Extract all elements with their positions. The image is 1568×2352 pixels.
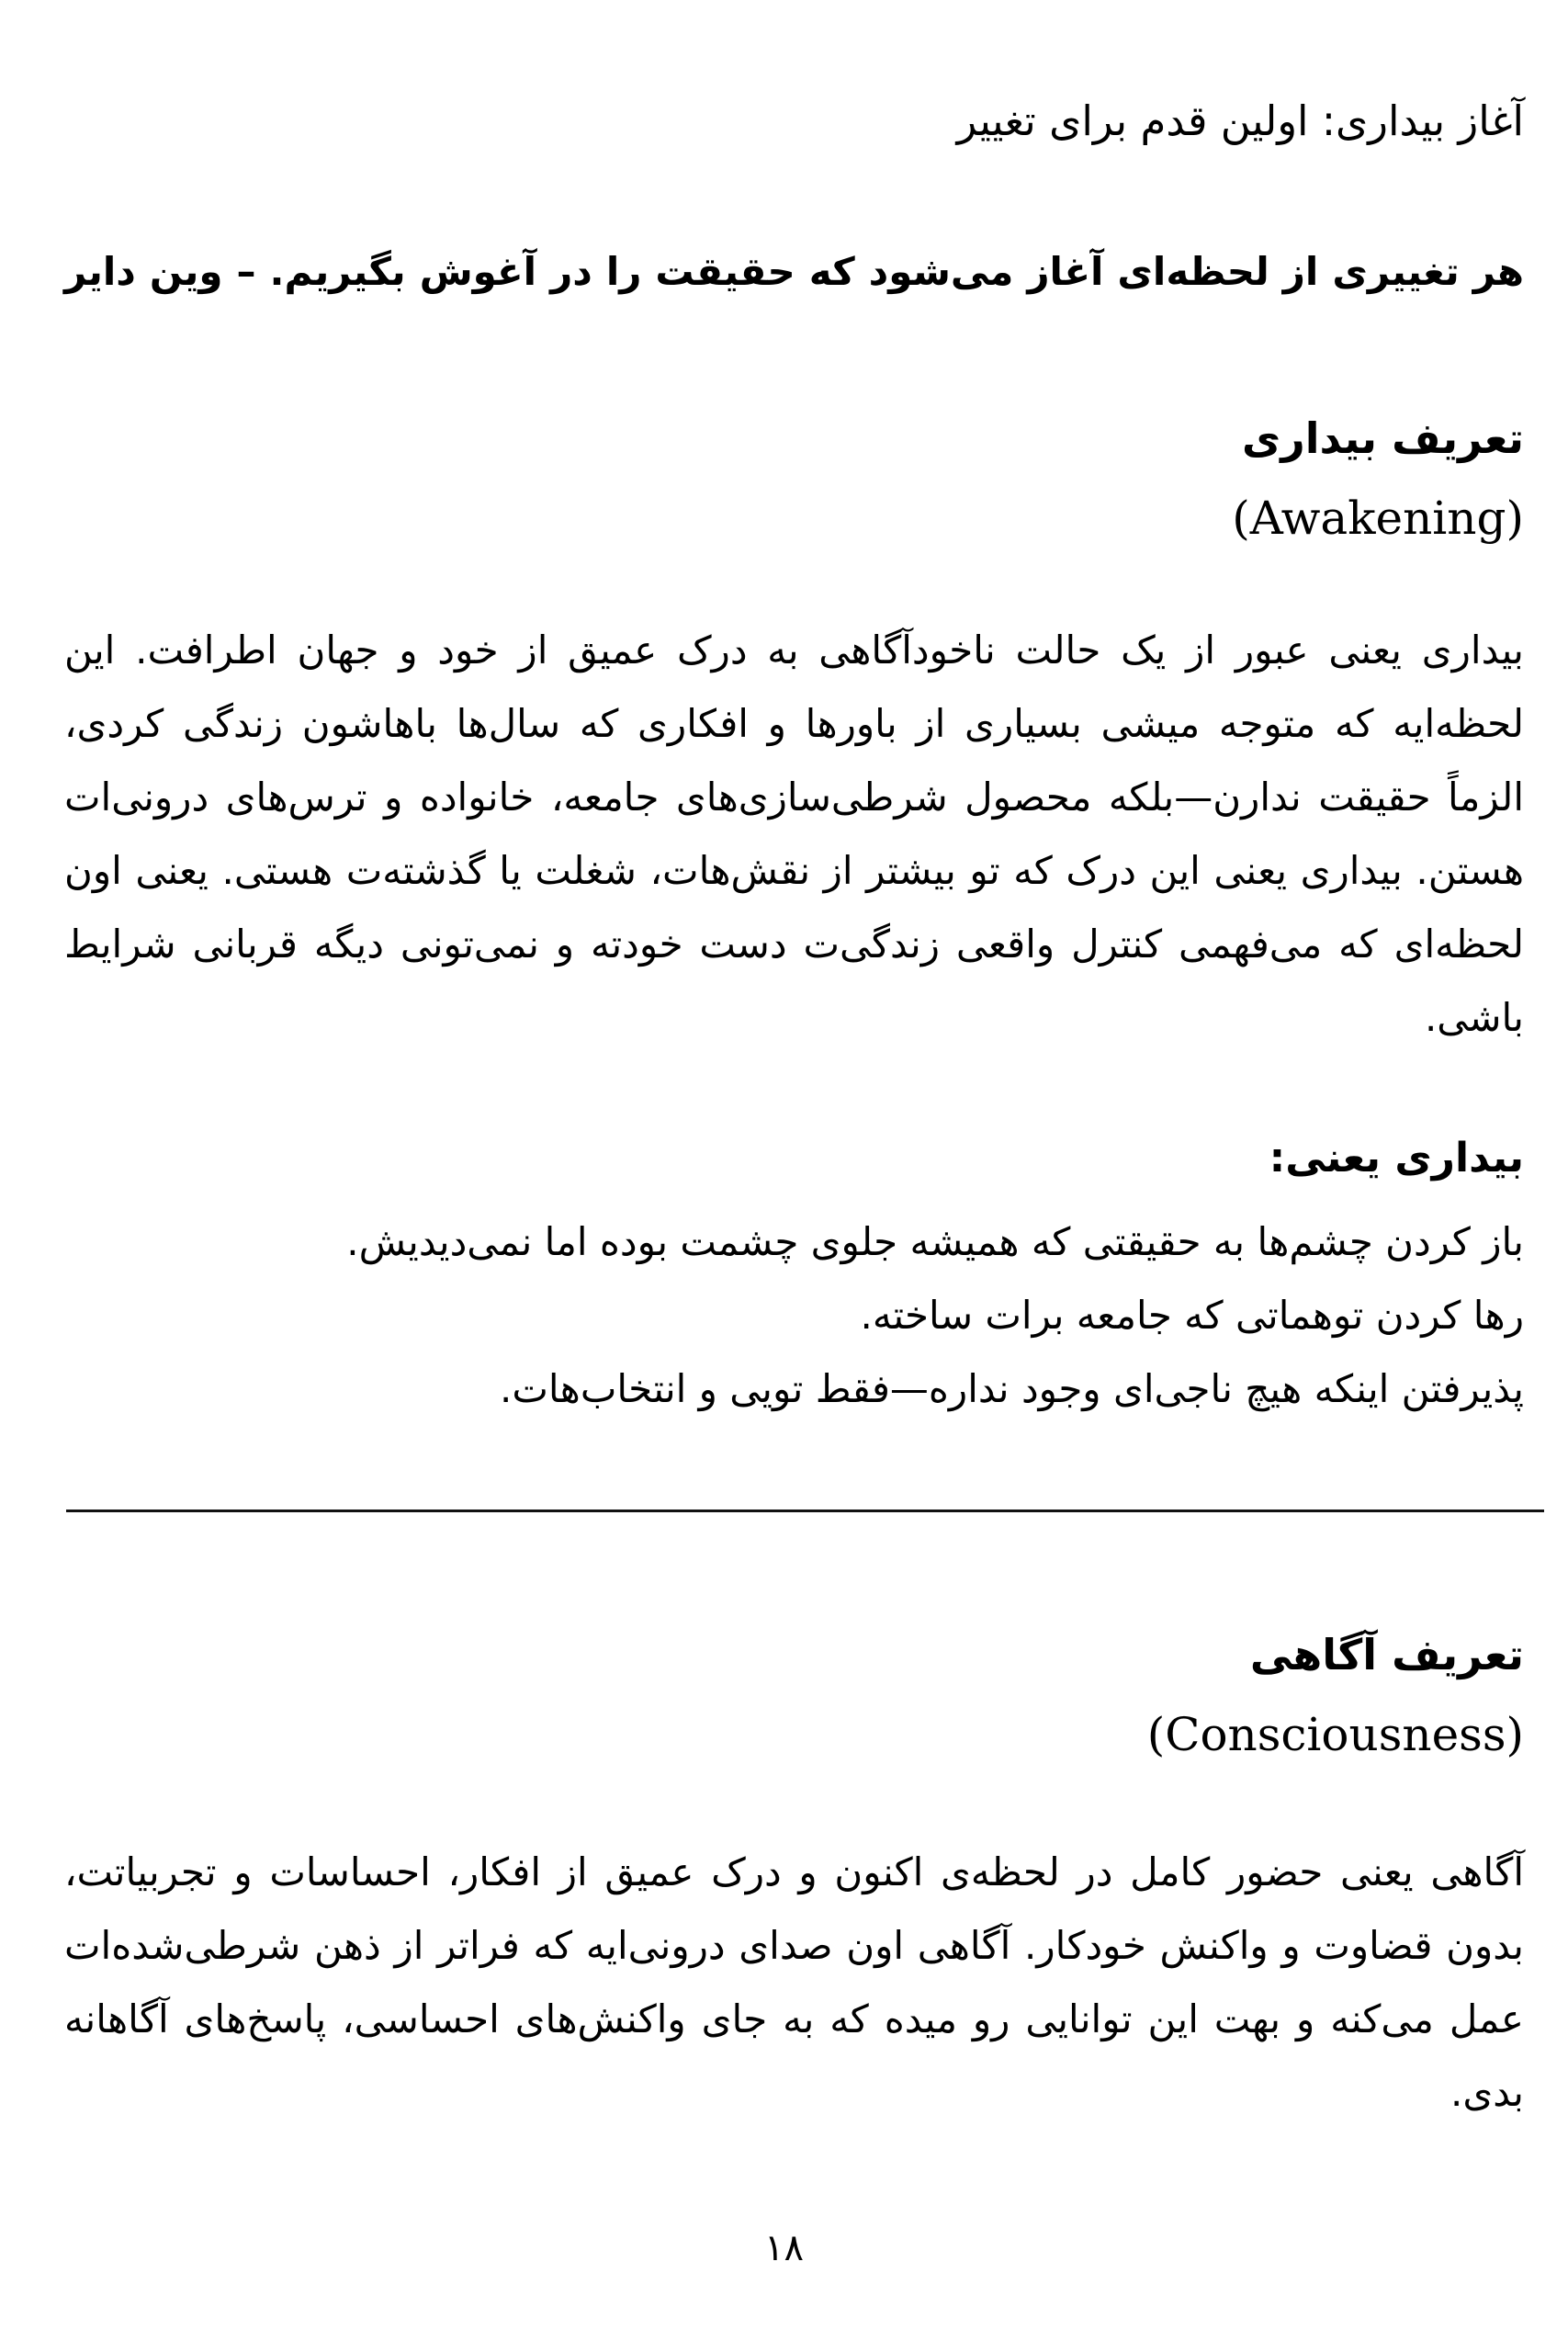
awakening-list-heading: بیداری یعنی: [1269,1135,1524,1182]
awakening-list-item: باز کردن چشم‌ها به حقیقتی که همیشه جلوی چشمت بوده اما نمی‌دیدیش. [346,1219,1524,1264]
chapter-title: آغاز بیداری: اولین قدم برای تغییر [956,96,1524,145]
awakening-list [64,1205,1524,1426]
consciousness-paragraph: آگاهی یعنی حضور کامل در لحظه‌ی اکنون و درک عمیق از افکار، احساسات و تجربیاتت، بدون قضاوت و واکنش خودکار. آگاهی اون صدای درونی‌ایه که فراتر از ذهن شرطی‌شده‌ات عمل می‌کنه و بهت این توانایی رو میده که به جای واکنش‌های احساسی، پاسخ‌های آگاهانه بدی. [64,1849,1524,2115]
page-number: ۱۸ [764,2227,804,2269]
awakening-list-item: رها کردن توهماتی که جامعه برات ساخته. [860,1293,1524,1338]
awakening-list-item: پذیرفتن اینکه هیچ ناجی‌ای وجود نداره—فقط تویی و انتخاب‌هات. [499,1366,1524,1411]
consciousness-heading: تعریف آگاهی [1249,1630,1524,1679]
epigraph-quote-text: هر تغییری از لحظه‌ای آغاز می‌شود که حقیقت را در آغوش بگیریم. – وین دایر [64,249,1524,294]
awakening-heading-english: (Awakening) [1232,492,1524,545]
awakening-paragraph: بیداری یعنی عبور از یک حالت ناخودآگاهی به درک عمیق از خود و جهان اطرافت. این لحظه‌ایه که متوجه میشی بسیاری از باورها و افکاری که سال‌ها باهاشون زندگی کردی، الزماً حقیقت ندارن—بلکه محصول شرطی‌سازی‌های جامعه، خانواده و ترس‌های درونی‌ات هستن. بیداری یعنی این درک که تو بیشتر از نقش‌هات، شغلت یا گذشته‌ت هستی. یعنی اون لحظه‌ای که می‌فهمی کنترل واقعی زندگی‌ت دست خودته و نمی‌تونی دیگه قربانی شرایط باشی. [64,628,1524,1040]
section-divider [66,1510,1544,1512]
consciousness-heading-english: (Consciousness) [1146,1708,1524,1761]
awakening-heading: تعریف بیداری [1242,413,1524,463]
epigraph-quote [64,246,1524,299]
